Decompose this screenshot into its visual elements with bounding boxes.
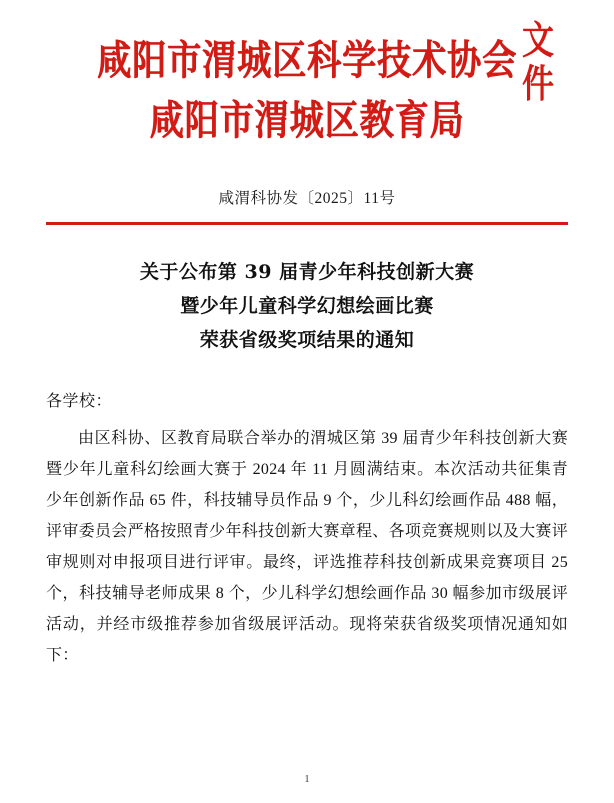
document-title-line-2: 暨少年儿童科学幻想绘画比赛: [180, 294, 434, 317]
letterhead-org-education-bureau: 咸阳市渭城区教育局: [149, 97, 465, 145]
salutation: 各学校：: [46, 392, 113, 410]
letterhead: [46, 0, 568, 144]
letterhead-document-word: 文件: [521, 17, 554, 107]
letterhead-line-2-row: [46, 98, 568, 144]
document-title-line-3: 荣获省级奖项结果的通知: [199, 328, 415, 351]
letterhead-line-1-row: [46, 38, 568, 84]
red-divider-rule: [46, 222, 568, 225]
document-title-line-1: 关于公布第 39 届青少年科技创新大赛: [139, 260, 475, 283]
body-paragraph-1: 由区科协、区教育局联合举办的渭城区第 39 届青少年科技创新大赛暨少年儿童科幻绘画大赛于 2024 年 11 月圆满结束。本次活动共征集青少年创新作品 65 件，科技辅导员作品 9 个，少儿科幻绘画作品 488 幅，评审委员会严格按照青少年科技创新大赛章程、各项竞赛规则以及大赛评审规则对申报项目进行评审。最终，评选推荐科技创新成果竞赛项目 25 个，科技辅导老师成果 8 个，少儿科学幻想绘画作品 30 幅参加市级展评活动，并经市级推荐参加省级展评活动。现将荣获省级奖项情况通知如下：: [46, 429, 568, 664]
document-title: [46, 255, 568, 357]
document-number: 咸渭科协发〔2025〕11号: [218, 190, 396, 207]
page-number: 1: [304, 773, 310, 785]
letterhead-org-association: 咸阳市渭城区科学技术协会: [97, 37, 517, 85]
